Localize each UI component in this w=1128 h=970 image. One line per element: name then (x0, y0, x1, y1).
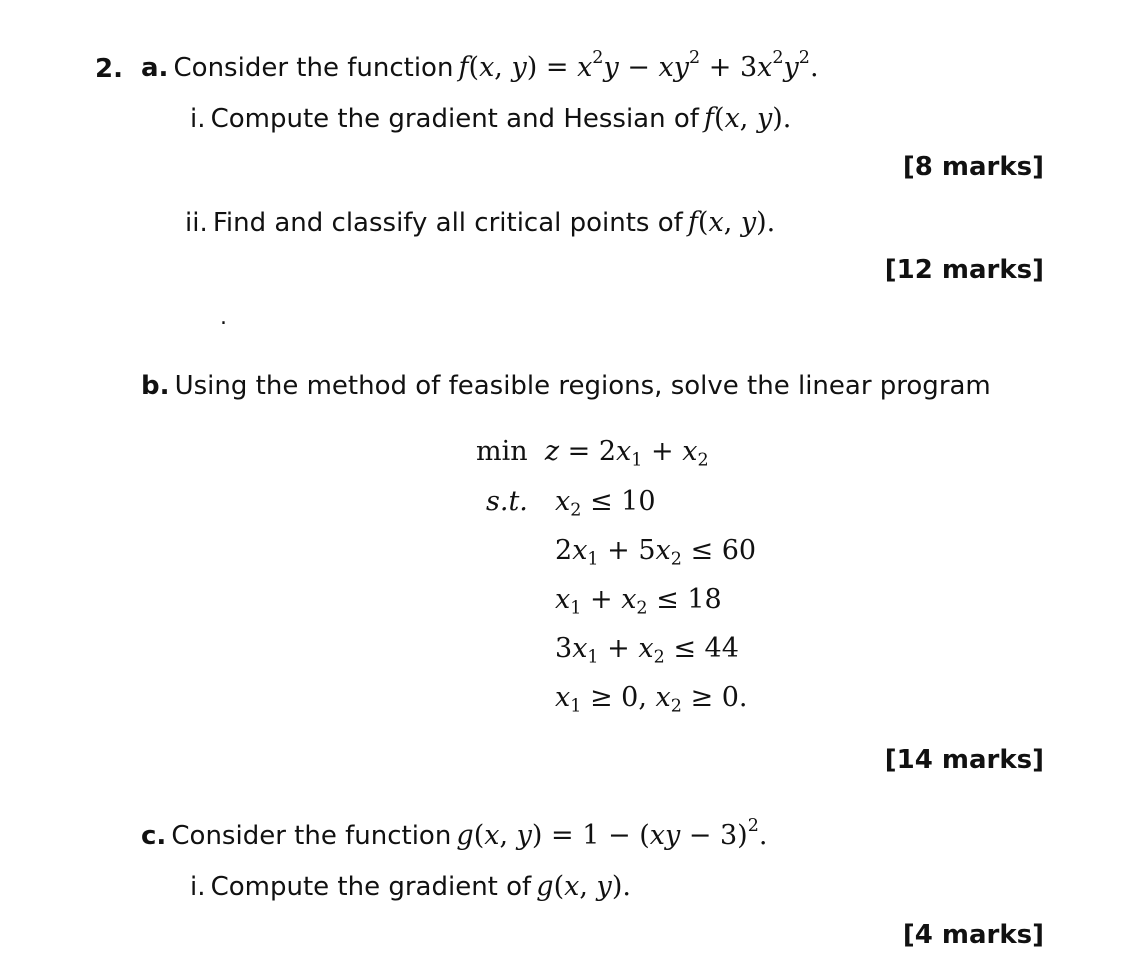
lp-objective: $\min z = 2x_1 + x_2$ (476, 436, 709, 471)
part-a-label: a. (141, 53, 169, 83)
part-c-function: g(x, y) = 1 − (xy − 3)$^2$. (456, 815, 768, 851)
question-number: 2. (95, 54, 123, 84)
part-b-marks: [14 marks] (884, 745, 1044, 775)
part-a-i-text: Compute the gradient and Hessian of (210, 104, 699, 134)
part-a-line (141, 47, 819, 83)
lp-constraint-1: $x_2 \le 10$ (555, 486, 656, 521)
part-a-ii-line (185, 207, 775, 238)
part-a-i-label: i. (190, 104, 206, 134)
part-c-i-line (190, 871, 631, 902)
part-c-i-marks: [4 marks] (902, 920, 1044, 950)
part-c-i-label: i. (190, 872, 206, 902)
lp-period: . (738, 682, 748, 713)
part-a-intro: Consider the function (173, 53, 454, 83)
part-c-i-math: g(x, y). (536, 871, 631, 902)
part-c-intro: Consider the function (171, 821, 452, 851)
part-c-label: c. (141, 821, 167, 851)
part-c-i-text: Compute the gradient of (210, 872, 532, 902)
lp-subject-to: s.t. (486, 486, 528, 517)
part-c-line (141, 815, 768, 851)
part-a-i-marks: [8 marks] (902, 152, 1044, 182)
part-b-text: Using the method of feasible regions, solve the linear program (174, 371, 991, 401)
part-a-ii-text: Find and classify all critical points of (212, 208, 683, 238)
lp-constraint-3: $x_1 + x_2 \le 18$ (555, 584, 722, 619)
part-a-ii-math: f(x, y). (687, 207, 776, 238)
part-b-line (141, 371, 991, 401)
part-a-i-math: f(x, y). (704, 103, 792, 134)
part-a-ii-label: ii. (185, 208, 208, 238)
lp-min: min (476, 436, 528, 467)
stray-dot: . (220, 305, 227, 330)
lp-constraint-4: $3x_1 + x_2 \le 44$ (555, 633, 739, 668)
part-a-ii-marks: [12 marks] (884, 255, 1044, 285)
lp-constraint-2: $2x_1 + 5x_2 \le 60$ (555, 535, 757, 570)
part-b-label: b. (141, 371, 170, 401)
part-a-i-line (190, 103, 791, 134)
part-a-function: f(x, $y) = x^2y - xy^2 + 3x^2y^2$. (458, 47, 819, 83)
lp-constraint-5: $x_1 \ge 0$, $x_2 \ge 0$. (555, 682, 748, 717)
